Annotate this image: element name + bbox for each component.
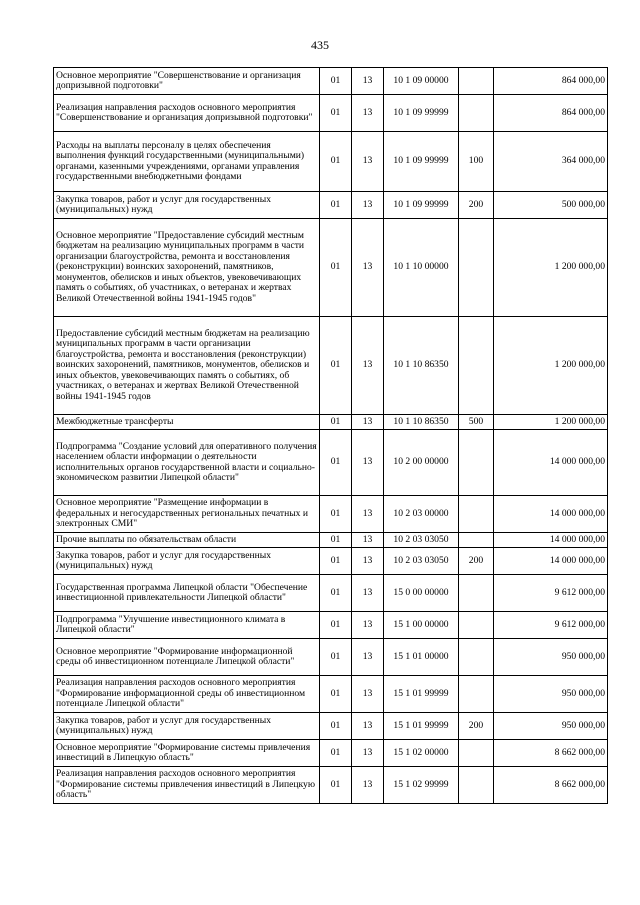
row-expense-type-cell (459, 68, 494, 95)
row-section-cell: 01 (320, 639, 352, 676)
budget-table (53, 67, 608, 804)
row-expense-type-cell: 500 (459, 415, 494, 430)
row-target-article-cell: 10 2 00 00000 (384, 430, 459, 496)
row-amount-cell: 8 662 000,00 (494, 740, 608, 767)
row-expense-type-cell (459, 676, 494, 713)
row-subsection-cell: 13 (352, 192, 384, 219)
row-target-article-cell: 15 1 01 99999 (384, 713, 459, 740)
row-section-cell: 01 (320, 415, 352, 430)
row-name-cell: Основное мероприятие "Размещение информации в федеральных и негосударственных региональных печатных и электронных СМИ" (54, 496, 320, 533)
row-expense-type-cell (459, 612, 494, 639)
table-row (54, 430, 608, 496)
row-name-cell: Государственная программа Липецкой области "Обеспечение инвестиционной привлекательности Липецкой области" (54, 575, 320, 612)
row-name-cell: Подпрограмма "Создание условий для оперативного получения населением области информации о деятельности исполнительных органов государственной власти и социально-экономическом развитии Липецкой области" (54, 430, 320, 496)
table-row (54, 415, 608, 430)
row-name-cell: Закупка товаров, работ и услуг для государственных (муниципальных) нужд (54, 192, 320, 219)
row-section-cell: 01 (320, 496, 352, 533)
row-name-cell: Основное мероприятие "Формирование информационной среды об инвестиционном потенциале Липецкой области" (54, 639, 320, 676)
row-name-cell: Основное мероприятие "Предоставление субсидий местным бюджетам на реализацию муниципальных программ в части организации благоустройства, ремонта и восстановления (реконструкции) воинских захоронений, памятников, монументов, обелисков и иных объектов, увековечивающих память о событиях, об участниках, о ветеранах и жертвах Великой Отечественной войны 1941-1945 годов" (54, 219, 320, 317)
table-row (54, 192, 608, 219)
row-expense-type-cell (459, 430, 494, 496)
row-subsection-cell: 13 (352, 533, 384, 548)
table-row (54, 317, 608, 415)
row-section-cell: 01 (320, 68, 352, 95)
table-row (54, 575, 608, 612)
row-name-cell: Закупка товаров, работ и услуг для государственных (муниципальных) нужд (54, 548, 320, 575)
row-section-cell: 01 (320, 767, 352, 804)
row-name-cell: Реализация направления расходов основного мероприятия "Совершенствование и организация допризывной подготовки" (54, 95, 320, 132)
row-section-cell: 01 (320, 713, 352, 740)
row-target-article-cell: 15 1 00 00000 (384, 612, 459, 639)
row-amount-cell: 14 000 000,00 (494, 548, 608, 575)
row-section-cell: 01 (320, 132, 352, 192)
row-name-cell: Расходы на выплаты персоналу в целях обеспечения выполнения функций государственными (муниципальными) органами, казенными учреждениями, органами управления государственными внебюджетными фондами (54, 132, 320, 192)
row-amount-cell: 864 000,00 (494, 68, 608, 95)
row-section-cell: 01 (320, 95, 352, 132)
table-row (54, 676, 608, 713)
row-amount-cell: 8 662 000,00 (494, 767, 608, 804)
row-subsection-cell: 13 (352, 676, 384, 713)
row-section-cell: 01 (320, 676, 352, 713)
row-amount-cell: 364 000,00 (494, 132, 608, 192)
table-row (54, 548, 608, 575)
row-expense-type-cell (459, 767, 494, 804)
row-target-article-cell: 10 2 03 03050 (384, 548, 459, 575)
row-target-article-cell: 15 1 01 00000 (384, 639, 459, 676)
row-expense-type-cell (459, 639, 494, 676)
row-section-cell: 01 (320, 548, 352, 575)
row-amount-cell: 1 200 000,00 (494, 219, 608, 317)
table-row (54, 533, 608, 548)
row-expense-type-cell (459, 95, 494, 132)
row-subsection-cell: 13 (352, 548, 384, 575)
table-row (54, 767, 608, 804)
row-subsection-cell: 13 (352, 95, 384, 132)
row-amount-cell: 1 200 000,00 (494, 415, 608, 430)
row-amount-cell: 9 612 000,00 (494, 575, 608, 612)
row-target-article-cell: 15 1 01 99999 (384, 676, 459, 713)
row-name-cell: Подпрограмма "Улучшение инвестиционного климата в Липецкой области" (54, 612, 320, 639)
row-subsection-cell: 13 (352, 68, 384, 95)
row-section-cell: 01 (320, 533, 352, 548)
row-expense-type-cell (459, 317, 494, 415)
table-row (54, 219, 608, 317)
table-row (54, 639, 608, 676)
row-target-article-cell: 10 1 10 86350 (384, 415, 459, 430)
row-subsection-cell: 13 (352, 713, 384, 740)
row-target-article-cell: 10 1 09 00000 (384, 68, 459, 95)
table-row (54, 713, 608, 740)
table-row (54, 132, 608, 192)
row-name-cell: Реализация направления расходов основного мероприятия "Формирование системы привлечения инвестиций в Липецкую область" (54, 767, 320, 804)
row-expense-type-cell: 100 (459, 132, 494, 192)
row-subsection-cell: 13 (352, 612, 384, 639)
row-section-cell: 01 (320, 317, 352, 415)
row-amount-cell: 950 000,00 (494, 713, 608, 740)
row-name-cell: Межбюджетные трансферты (54, 415, 320, 430)
row-expense-type-cell: 200 (459, 192, 494, 219)
row-amount-cell: 864 000,00 (494, 95, 608, 132)
row-expense-type-cell (459, 740, 494, 767)
table-row (54, 740, 608, 767)
table-row (54, 612, 608, 639)
row-amount-cell: 14 000 000,00 (494, 430, 608, 496)
row-subsection-cell: 13 (352, 639, 384, 676)
row-target-article-cell: 15 0 00 00000 (384, 575, 459, 612)
table-row (54, 496, 608, 533)
row-amount-cell: 950 000,00 (494, 676, 608, 713)
row-name-cell: Основное мероприятие "Формирование системы привлечения инвестиций в Липецкую область" (54, 740, 320, 767)
row-section-cell: 01 (320, 192, 352, 219)
row-subsection-cell: 13 (352, 767, 384, 804)
table-row (54, 68, 608, 95)
row-expense-type-cell: 200 (459, 548, 494, 575)
row-target-article-cell: 15 1 02 99999 (384, 767, 459, 804)
row-amount-cell: 500 000,00 (494, 192, 608, 219)
row-target-article-cell: 10 2 03 00000 (384, 496, 459, 533)
row-subsection-cell: 13 (352, 317, 384, 415)
row-amount-cell: 14 000 000,00 (494, 533, 608, 548)
table-row (54, 95, 608, 132)
row-expense-type-cell (459, 533, 494, 548)
row-section-cell: 01 (320, 740, 352, 767)
row-expense-type-cell: 200 (459, 713, 494, 740)
row-name-cell: Основное мероприятие "Совершенствование и организация допризывной подготовки" (54, 68, 320, 95)
row-expense-type-cell (459, 219, 494, 317)
row-name-cell: Предоставление субсидий местным бюджетам на реализацию муниципальных программ в части организации благоустройства, ремонта и восстановления (реконструкции) воинских захоронений, памятников, монументов, обелисков и иных объектов, увековечивающих память о событиях, об участниках, о ветеранах и жертвах Великой Отечественной войны 1941-1945 годов (54, 317, 320, 415)
row-target-article-cell: 10 1 10 00000 (384, 219, 459, 317)
row-name-cell: Реализация направления расходов основного мероприятия "Формирование информационной среды об инвестиционном потенциале Липецкой области" (54, 676, 320, 713)
row-target-article-cell: 15 1 02 00000 (384, 740, 459, 767)
row-target-article-cell: 10 1 09 99999 (384, 192, 459, 219)
row-subsection-cell: 13 (352, 415, 384, 430)
row-target-article-cell: 10 1 10 86350 (384, 317, 459, 415)
row-amount-cell: 9 612 000,00 (494, 612, 608, 639)
row-target-article-cell: 10 1 09 99999 (384, 95, 459, 132)
row-subsection-cell: 13 (352, 430, 384, 496)
row-amount-cell: 14 000 000,00 (494, 496, 608, 533)
row-target-article-cell: 10 1 09 99999 (384, 132, 459, 192)
row-subsection-cell: 13 (352, 575, 384, 612)
row-subsection-cell: 13 (352, 219, 384, 317)
row-name-cell: Закупка товаров, работ и услуг для государственных (муниципальных) нужд (54, 713, 320, 740)
row-expense-type-cell (459, 496, 494, 533)
budget-table-body (54, 68, 608, 804)
row-section-cell: 01 (320, 575, 352, 612)
row-expense-type-cell (459, 575, 494, 612)
row-subsection-cell: 13 (352, 740, 384, 767)
row-amount-cell: 950 000,00 (494, 639, 608, 676)
row-section-cell: 01 (320, 430, 352, 496)
row-section-cell: 01 (320, 612, 352, 639)
row-section-cell: 01 (320, 219, 352, 317)
row-target-article-cell: 10 2 03 03050 (384, 533, 459, 548)
row-name-cell: Прочие выплаты по обязательствам области (54, 533, 320, 548)
row-amount-cell: 1 200 000,00 (494, 317, 608, 415)
row-subsection-cell: 13 (352, 132, 384, 192)
row-subsection-cell: 13 (352, 496, 384, 533)
page-number: 435 (311, 38, 329, 52)
